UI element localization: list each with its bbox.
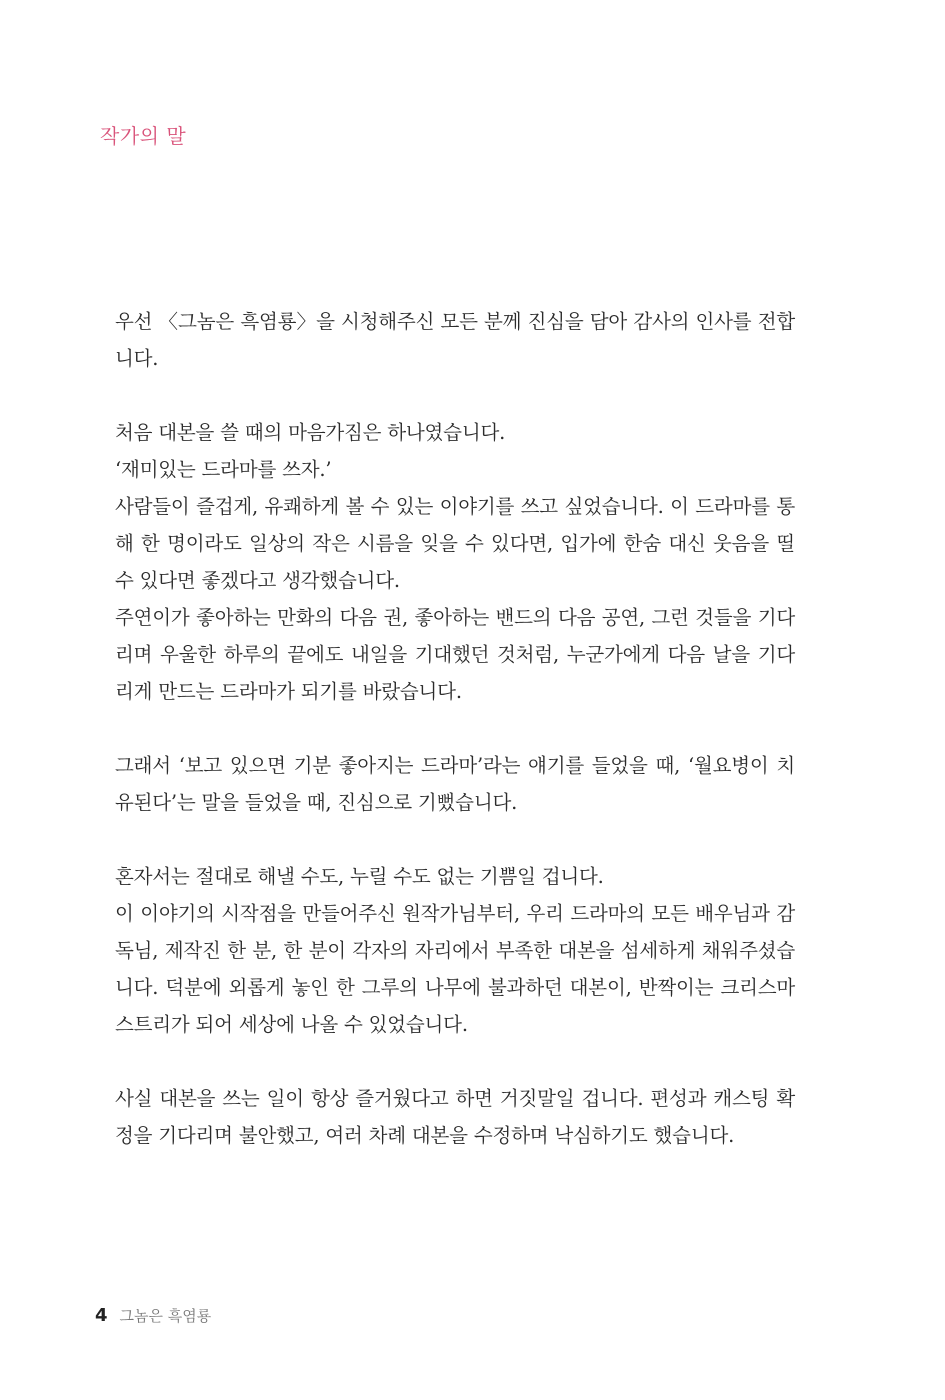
paragraph: 우선 〈그놈은 흑염룡〉을 시청해주신 모든 분께 진심을 담아 감사의 인사를 전합니다. bbox=[115, 310, 795, 370]
paragraph: 사람들이 즐겁게, 유쾌하게 볼 수 있는 이야기를 쓰고 싶었습니다. 이 드라마를 통해 한 명이라도 일상의 작은 시름을 잊을 수 있다면, 입가에 한숨 대신 웃음을 띨 수 있다면 좋겠다고 생각했습니다. bbox=[115, 495, 795, 592]
paragraph: 주연이가 좋아하는 만화의 다음 권, 좋아하는 밴드의 다음 공연, 그런 것들을 기다리며 우울한 하루의 끝에도 내일을 기대했던 것처럼, 누군가에게 다음 날을 기다리게 만드는 드라마가 되기를 바랐습니다. bbox=[115, 606, 795, 703]
paragraph: 이 이야기의 시작점을 만들어주신 원작가님부터, 우리 드라마의 모든 배우님과 감독님, 제작진 한 분, 한 분이 각자의 자리에서 부족한 대본을 섬세하게 채워주셨습니다. 덕분에 외롭게 놓인 한 그루의 나무에 불과하던 대본이, 반짝이는 크리스마스트리가 되어 세상에 나올 수 있었습니다. bbox=[115, 902, 795, 1036]
section-label: 작가의 말 bbox=[100, 124, 187, 148]
paragraph: 그래서 ‘보고 있으면 기분 좋아지는 드라마’라는 얘기를 들었을 때, ‘월요병이 치유된다’는 말을 들었을 때, 진심으로 기뻤습니다. bbox=[115, 754, 795, 814]
running-title: 그놈은 흑염룡 bbox=[119, 1307, 212, 1325]
paragraph: 사실 대본을 쓰는 일이 항상 즐거웠다고 하면 거짓말일 겁니다. 편성과 캐스팅 확정을 기다리며 불안했고, 여러 차례 대본을 수정하며 낙심하기도 했습니다. bbox=[115, 1087, 795, 1147]
page-footer bbox=[95, 1305, 211, 1326]
body-text bbox=[115, 303, 795, 1154]
paragraph: ‘재미있는 드라마를 쓰자.’ bbox=[115, 458, 332, 481]
paragraph: 혼자서는 절대로 해낼 수도, 누릴 수도 없는 기쁨일 겁니다. bbox=[115, 865, 604, 888]
page-number: 4 bbox=[95, 1305, 108, 1326]
paragraph: 처음 대본을 쓸 때의 마음가짐은 하나였습니다. bbox=[115, 421, 506, 444]
